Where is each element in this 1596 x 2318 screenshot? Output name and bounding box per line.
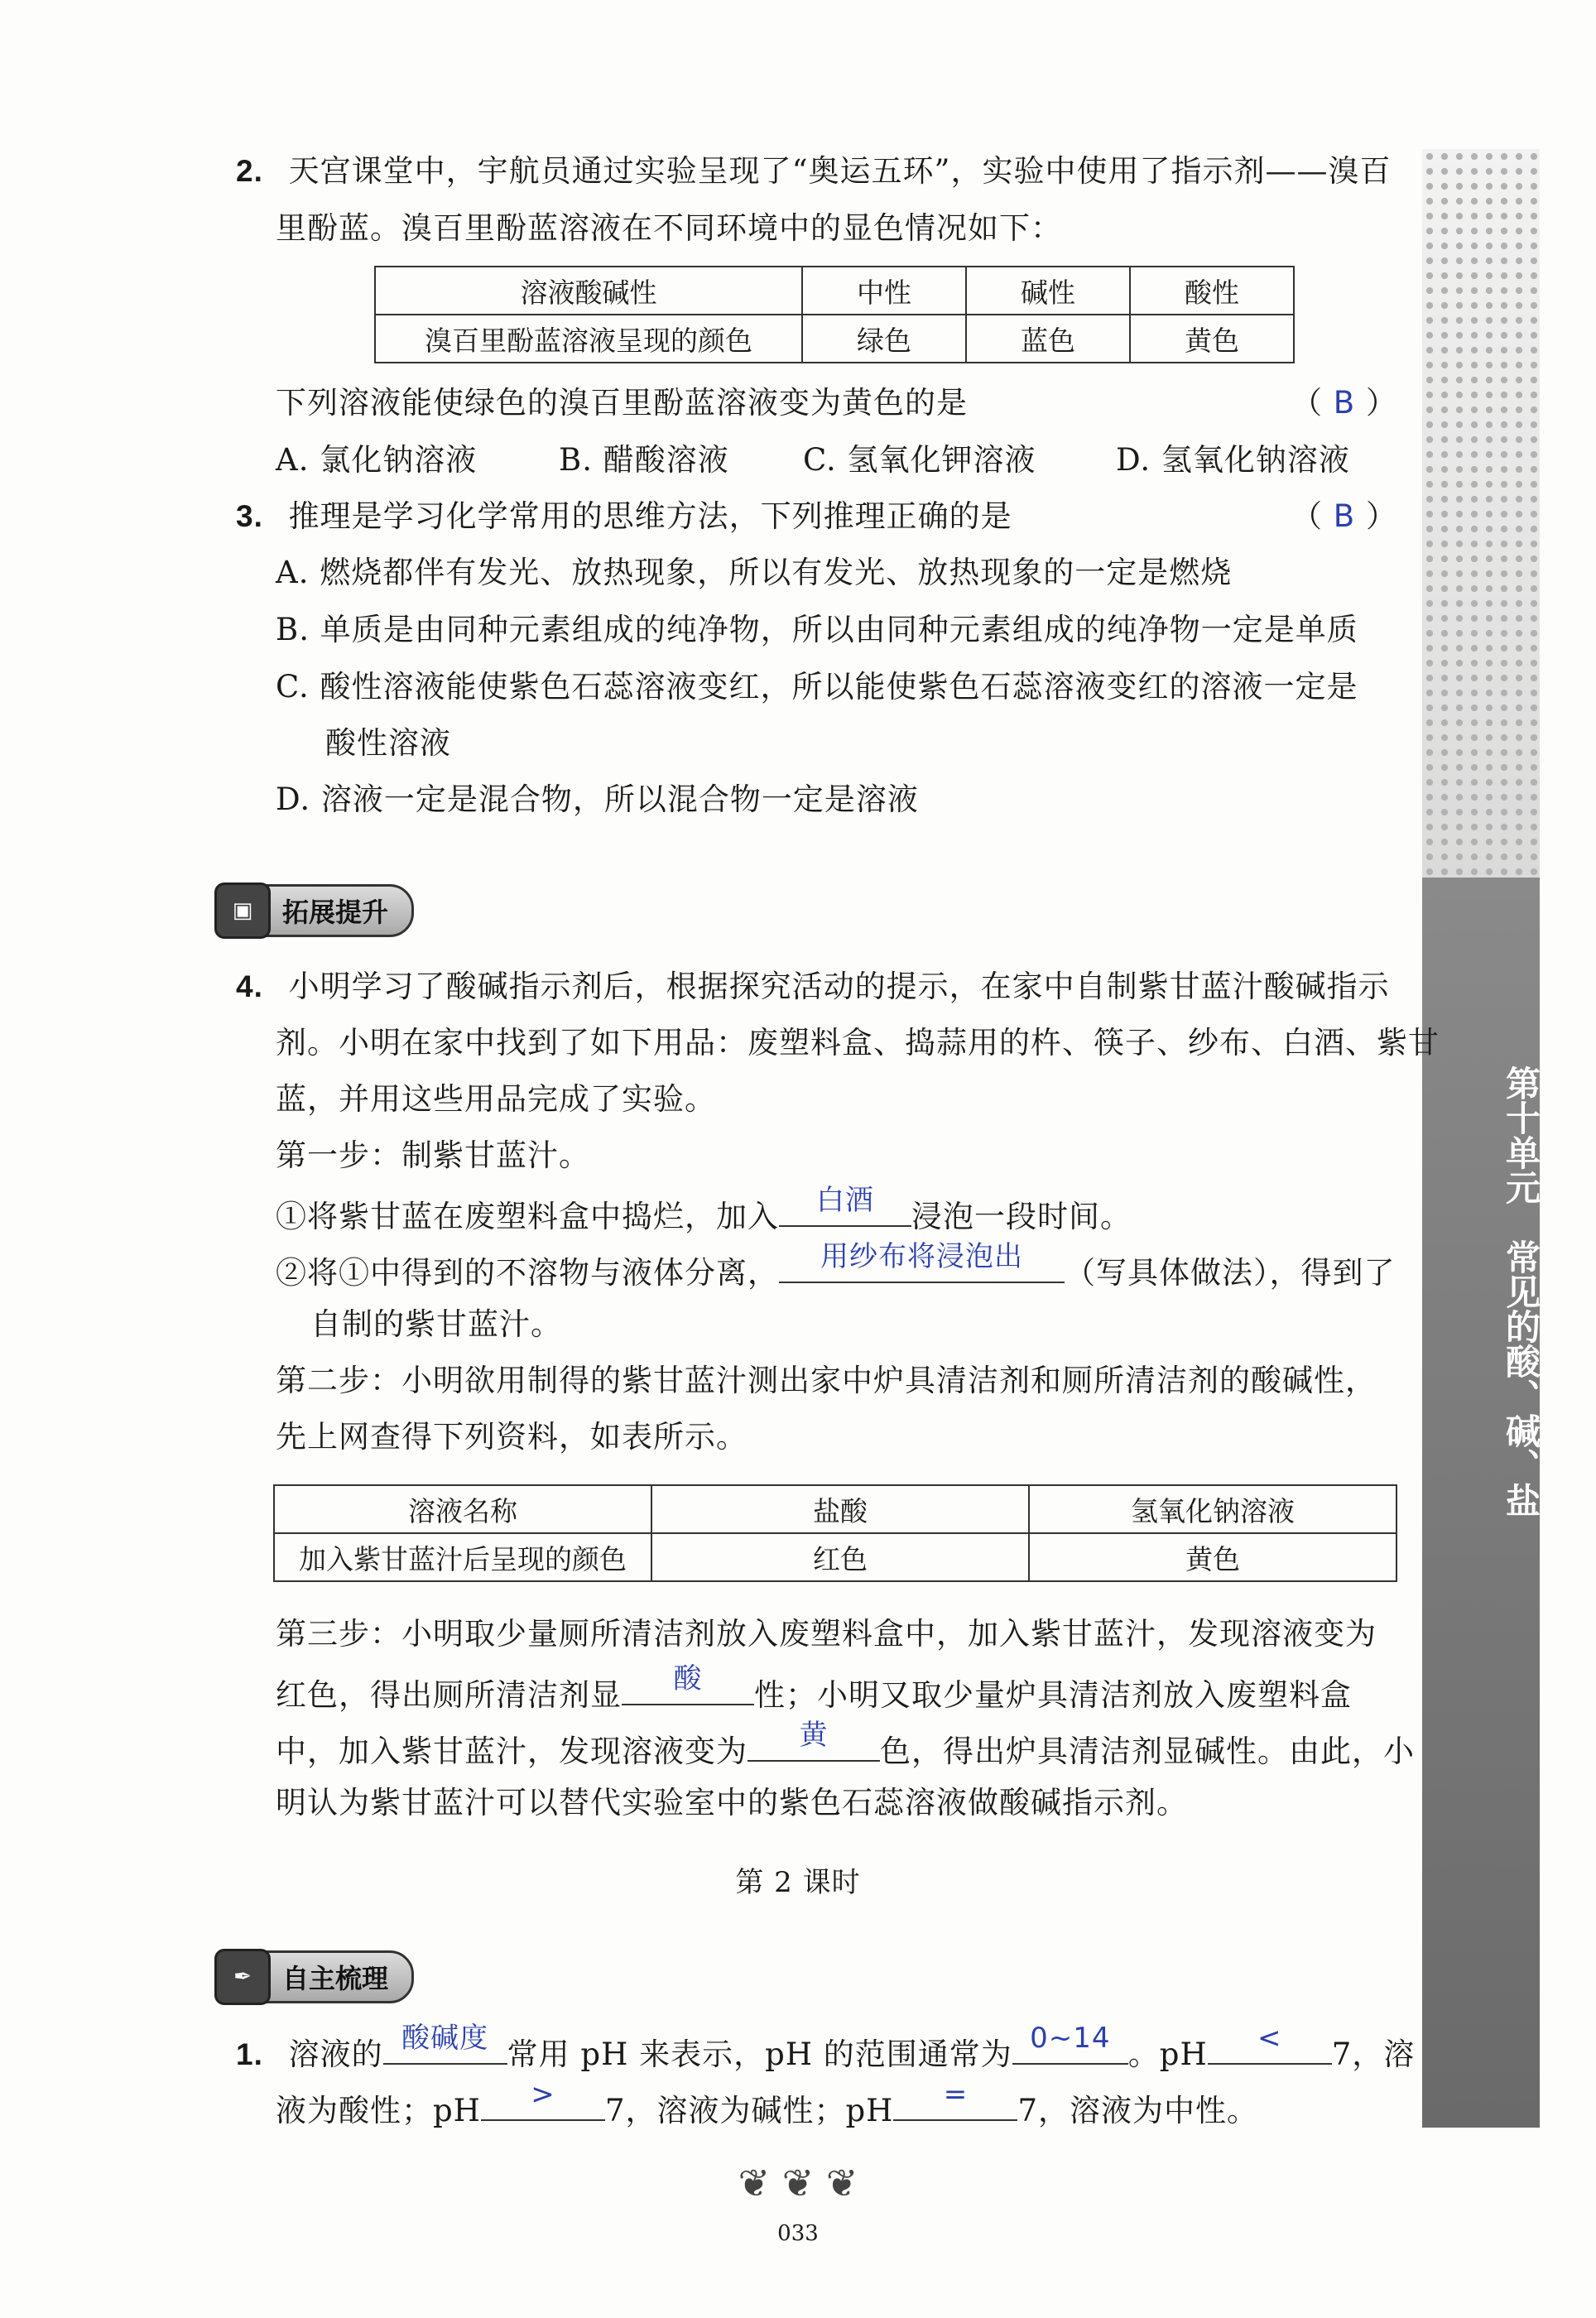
text: ①将紫甘蓝在废塑料盒中捣烂，加入 <box>276 1199 779 1234</box>
table-row <box>274 1485 1396 1533</box>
footer-ornament-icon: ❦ ❦ ❦ <box>738 2161 858 2205</box>
table-cell: 氢氧化钠溶液 <box>1029 1485 1396 1533</box>
answer-blank <box>622 1662 754 1705</box>
q4-step1: 第一步：制紫甘蓝汁。 <box>276 1137 590 1173</box>
paren-open: （ <box>1291 385 1323 421</box>
text: 液为酸性；pH <box>276 2093 481 2128</box>
q4-step1-b-line2: 自制的紫甘蓝汁。 <box>310 1306 562 1342</box>
q2-option-b: B. 醋酸溶液 <box>559 442 729 478</box>
text: 常用 pH 来表示，pH 的范围通常为 <box>507 2037 1012 2072</box>
q2-option-d: D. 氢氧化钠溶液 <box>1116 442 1350 478</box>
answer-blank <box>383 2022 507 2065</box>
side-strip <box>1422 149 1540 2128</box>
table-cell: 盐酸 <box>651 1485 1029 1533</box>
page-number: 033 <box>777 2221 819 2246</box>
table-cell: 溶液名称 <box>274 1485 651 1533</box>
q2-option-a: A. 氯化钠溶液 <box>276 442 478 478</box>
table-cell: 酸性 <box>1130 267 1294 315</box>
q3-option-a: A. 燃烧都伴有发光、放热现象，所以有发光、放热现象的一定是燃烧 <box>276 555 1233 590</box>
table-cell: 加入紫甘蓝汁后呈现的颜色 <box>274 1533 651 1581</box>
table-row <box>375 267 1294 315</box>
q3-option-b: B. 单质是由同种元素组成的纯净物，所以由同种元素组成的纯净物一定是单质 <box>276 612 1358 647</box>
q4-cabbage-table <box>273 1484 1397 1582</box>
q2-answer-paren <box>1291 383 1397 423</box>
q4-line3: 蓝，并用这些用品完成了实验。 <box>276 1081 716 1117</box>
blank-answer: 0~14 <box>1030 2022 1111 2055</box>
q3-number: 3. <box>236 499 263 533</box>
q4-step1-b <box>276 1240 1396 1293</box>
table-cell: 黄色 <box>1029 1533 1396 1581</box>
blank-answer: > <box>531 2078 555 2111</box>
pen-nib-icon: ✒ <box>214 1949 271 2005</box>
answer-blank <box>1208 2022 1332 2065</box>
q4-step1-a <box>276 1184 1132 1237</box>
blank-answer: 白酒 <box>816 1184 874 1217</box>
text: 。pH <box>1127 2037 1208 2072</box>
text: 性；小明又取少量炉具清洁剂放入废塑料盒 <box>754 1677 1352 1713</box>
q2-answer: B <box>1333 385 1356 421</box>
answer-blank <box>748 1719 880 1762</box>
text: 溶液的 <box>288 2037 383 2072</box>
q4-step2-line1: 第二步：小明欲用制得的紫甘蓝汁测出家中炉具清洁剂和厕所清洁剂的酸碱性， <box>276 1363 1377 1398</box>
q2-color-table <box>374 266 1295 363</box>
q4-line1 <box>236 967 1390 1007</box>
q2-option-c: C. 氢氧化钾溶液 <box>803 442 1036 478</box>
q3-line1 <box>236 497 1012 536</box>
blank-answer: = <box>943 2078 969 2111</box>
side-dot-pattern <box>1422 149 1540 878</box>
table-row <box>375 315 1294 363</box>
text: 中，加入紫甘蓝汁，发现溶液变为 <box>276 1734 748 1769</box>
q3-answer-paren <box>1291 497 1397 536</box>
blank-answer: 黄 <box>799 1719 829 1752</box>
table-cell: 绿色 <box>802 315 966 363</box>
q3-answer: B <box>1333 498 1356 534</box>
q1-line1 <box>236 2022 1416 2075</box>
q4-text-1: 小明学习了酸碱指示剂后，根据探究活动的提示，在家中自制紫甘蓝汁酸碱指示 <box>288 969 1390 1004</box>
table-cell: 蓝色 <box>966 315 1130 363</box>
q1-number: 1. <box>236 2037 263 2071</box>
q2-line1 <box>236 151 1391 191</box>
table-row <box>274 1533 1396 1581</box>
paren-close: ） <box>1366 498 1397 534</box>
blank-answer: < <box>1257 2022 1282 2055</box>
text: 7，溶液为碱性；pH <box>604 2093 894 2128</box>
paren-open: （ <box>1291 498 1323 534</box>
section-label: 自主梳理 <box>282 1963 389 1994</box>
q4-line2: 剂。小明在家中找到了如下用品：废塑料盒、捣蒜用的杵、筷子、纱布、白酒、紫甘 <box>276 1025 1440 1060</box>
text: ②将①中得到的不溶物与液体分离， <box>276 1255 779 1291</box>
blank-answer: 用纱布将浸泡出 <box>820 1240 1023 1273</box>
blank-answer: 酸碱度 <box>401 2022 489 2055</box>
text: （写具体做法），得到了 <box>1065 1255 1396 1291</box>
q4-step3-line2 <box>276 1662 1352 1715</box>
text: 7，溶 <box>1331 2037 1416 2072</box>
answer-blank <box>893 2078 1017 2121</box>
q3-option-c-line1: C. 酸性溶液能使紫色石蕊溶液变红，所以能使紫色石蕊溶液变红的溶液一定是 <box>276 669 1358 705</box>
section-badge-self-review <box>217 1950 414 2003</box>
q2-number: 2. <box>236 154 263 188</box>
section-badge-extension <box>217 884 414 937</box>
floppy-disk-icon: ▣ <box>214 882 271 939</box>
lesson-title: 第 2 课时 <box>735 1866 861 1899</box>
text: 色，得出炉具清洁剂显碱性。由此，小 <box>880 1734 1415 1769</box>
q4-step3-line3 <box>276 1719 1415 1772</box>
q3-stem: 推理是学习化学常用的思维方法，下列推理正确的是 <box>288 498 1012 534</box>
table-cell: 中性 <box>802 267 966 315</box>
text: 红色，得出厕所清洁剂显 <box>276 1677 622 1713</box>
q4-step3-line1: 第三步：小明取少量厕所清洁剂放入废塑料盒中，加入紫甘蓝汁，发现溶液变为 <box>276 1616 1377 1652</box>
table-cell: 溴百里酚蓝溶液呈现的颜色 <box>375 315 802 363</box>
answer-blank <box>779 1240 1065 1283</box>
table-cell: 碱性 <box>966 267 1130 315</box>
q2-line2: 里酚蓝。溴百里酚蓝溶液在不同环境中的显色情况如下： <box>276 210 1062 246</box>
answer-blank <box>481 2078 605 2121</box>
q4-number: 4. <box>236 969 263 1003</box>
q2-text-1: 天宫课堂中，宇航员通过实验呈现了“奥运五环”，实验中使用了指示剂——溴百 <box>288 153 1392 189</box>
table-cell: 红色 <box>651 1533 1029 1581</box>
q4-step2-line2: 先上网查得下列资料，如表所示。 <box>276 1419 748 1455</box>
section-label: 拓展提升 <box>282 897 389 928</box>
q3-option-d: D. 溶液一定是混合物，所以混合物一定是溶液 <box>276 781 919 817</box>
table-cell: 黄色 <box>1130 315 1294 363</box>
table-cell: 溶液酸碱性 <box>375 267 802 315</box>
blank-answer: 酸 <box>673 1662 703 1695</box>
unit-title: 第十单元 常见的酸、碱、盐 <box>1501 1065 1541 1517</box>
answer-blank <box>779 1184 911 1227</box>
q2-stem: 下列溶液能使绿色的溴百里酚蓝溶液变为黄色的是 <box>276 385 968 421</box>
answer-blank <box>1012 2022 1128 2065</box>
text: 7，溶液为中性。 <box>1017 2093 1258 2128</box>
q1-line2 <box>276 2078 1258 2131</box>
q3-option-c-line2: 酸性溶液 <box>325 725 451 761</box>
paren-close: ） <box>1366 385 1397 421</box>
q4-step3-line4: 明认为紫甘蓝汁可以替代实验室中的紫色石蕊溶液做酸碱指示剂。 <box>276 1785 1188 1820</box>
text: 浸泡一段时间。 <box>911 1199 1132 1234</box>
